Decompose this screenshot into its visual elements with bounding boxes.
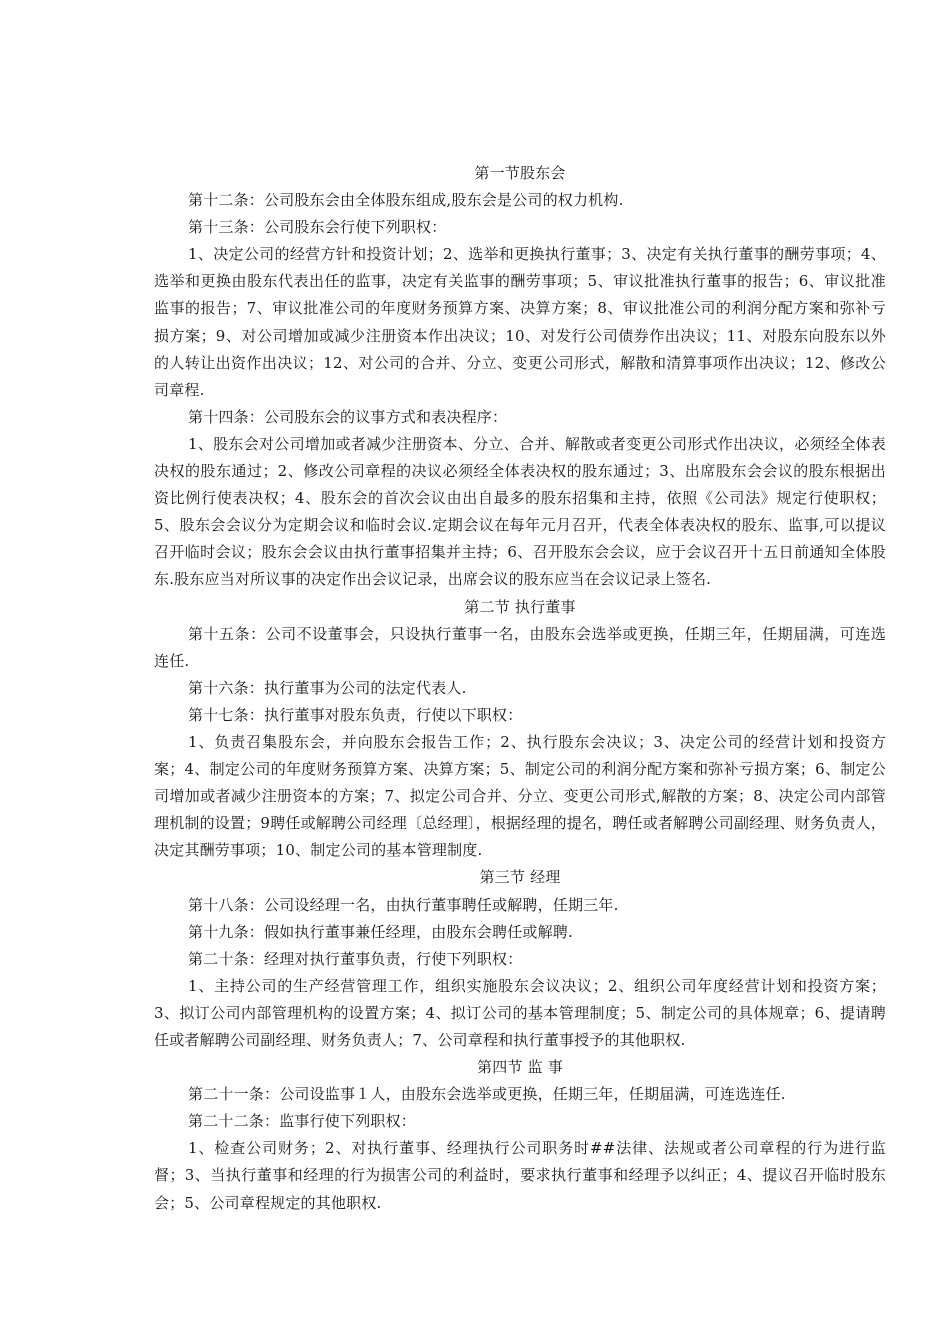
article-17: 第十七条：执行董事对股东负责，行使以下职权：: [188, 705, 523, 724]
article-14: 第十四条：公司股东会的议事方式和表决程序：: [188, 407, 508, 426]
article-16: 第十六条：执行董事为公司的法定代表人.: [188, 678, 467, 697]
article-18: 第十八条：公司设经理一名，由执行董事聘任或解聘，任期三年.: [188, 895, 619, 914]
section-title: 第三节 经理: [479, 868, 561, 887]
article-20: 第二十条：经理对执行董事负责，行使下列职权：: [188, 949, 523, 968]
article-13-items: 1、决定公司的经营方针和投资计划；2、选举和更换执行董事；3、决定有关执行董事的酬劳事项；4、选举和更换由股东代表出任的监事，决定有关监事的酬劳事项；5、审议批准执行董事的报告；6、审议批准监事的报告；7、审议批准公司的年度财务预算方案、决算方案；8、审议批准公司的利润分配方案和弥补亏损方案；9、对公司增加或减少注册资本作出决议；10、对发行公司债券作出决议；11、对股东向股东以外的人转让出资作出决议；12、对公司的合并、分立、变更公司形式，解散和清算事项作出决议；12、修改公司章程.: [154, 245, 886, 399]
section-manager: [154, 864, 886, 1054]
section-supervisor: [154, 1054, 886, 1217]
document-body: [154, 160, 886, 1217]
article-20-items: 1、主持公司的生产经营管理工作，组织实施股东会议决议；2、组织公司年度经营计划和投资方案；3、拟订公司内部管理机构的设置方案；4、拟订公司的基本管理制度；5、制定公司的具体规章；6、提请聘任或者解聘公司副经理、财务负责人；7、公司章程和执行董事授予的其他职权.: [154, 976, 886, 1049]
article-19: 第十九条：假如执行董事兼任经理，由股东会聘任或解聘.: [188, 922, 573, 941]
section-executive-director: [154, 594, 886, 865]
section-title: 第二节 执行董事: [464, 597, 576, 616]
article-12: 第十二条：公司股东会由全体股东组成,股东会是公司的权力机构.: [188, 191, 624, 210]
article-13: 第十三条：公司股东会行使下列职权：: [188, 218, 447, 237]
article-21: 第二十一条：公司设监事１人，由股东会选举或更换，任期三年，任期届满，可连选连任.: [188, 1085, 786, 1104]
article-17-items: 1、负责召集股东会，并向股东会报告工作；2、执行股东会决议；3、决定公司的经营计划和投资方案；4、制定公司的年度财务预算方案、决算方案；5、制定公司的利润分配方案和弥补亏损方案；6、制定公司增加或者减少注册资本的方案；7、拟定公司合并、分立、变更公司形式,解散的方案；8、决定公司内部管理机制的设置；9聘任或解聘公司经理〔总经理〕，根据经理的提名，聘任或者解聘公司副经理、财务负责人，决定其酬劳事项；10、制定公司的基本管理制度.: [154, 732, 886, 860]
section-title: 第一节股东会: [474, 164, 566, 182]
section-shareholders-meeting: [154, 160, 886, 594]
article-15: 第十五条：公司不设董事会，只设执行董事一名，由股东会选举或更换，任期三年，任期届满，可连选连任.: [154, 624, 886, 670]
article-22: 第二十二条：监事行使下列职权：: [188, 1112, 417, 1131]
section-title: 第四节 监 事: [477, 1058, 563, 1077]
article-14-items: 1、股东会对公司增加或者减少注册资本、分立、合并、解散或者变更公司形式作出决议，必须经全体表决权的股东通过；2、修改公司章程的决议必须经全体表决权的股东通过；3、出席股东会会议的股东根据出资比例行使表决权；4、股东会的首次会议由出自最多的股东招集和主持，依照《公司法》规定行使职权；5、股东会会议分为定期会议和临时会议.定期会议在每年元月召开，代表全体表决权的股东、监事,可以提议召开临时会议；股东会会议由执行董事招集并主持；6、召开股东会会议，应于会议召开十五日前通知全体股东.股东应当对所议事的决定作出会议记录，出席会议的股东应当在会议记录上签名.: [154, 434, 886, 589]
article-22-items: 1、检查公司财务；2、对执行董事、经理执行公司职务时##法律、法规或者公司章程的行为进行监督；3、当执行董事和经理的行为损害公司的利益时，要求执行董事和经理予以纠正；4、提议召开临时股东会；5、公司章程规定的其他职权.: [154, 1139, 886, 1212]
